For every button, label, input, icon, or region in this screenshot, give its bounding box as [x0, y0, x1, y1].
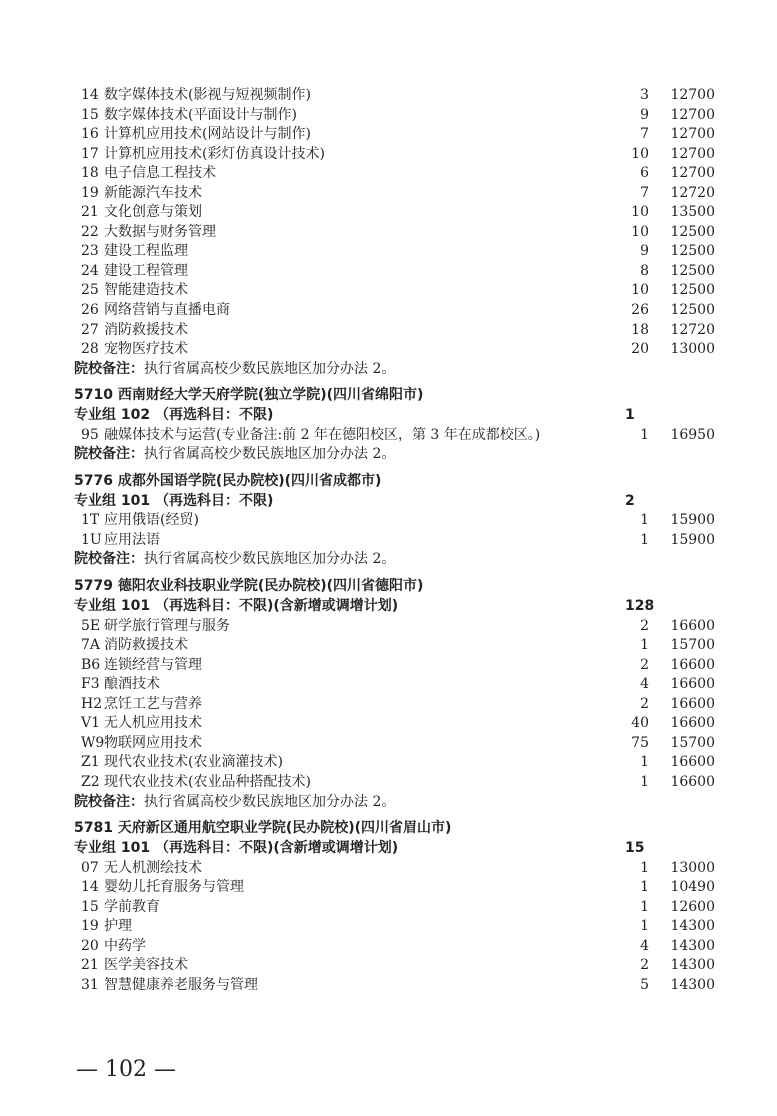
major-row	[0, 753, 777, 773]
major-row	[0, 695, 777, 715]
major-name: 数字媒体技术(平面设计与制作)	[104, 106, 297, 123]
major-row	[0, 656, 777, 676]
major-code: 26	[81, 302, 99, 319]
plan-count: 1	[640, 531, 649, 548]
plan-count: 1	[640, 879, 649, 896]
major-code: 25	[81, 282, 99, 299]
major-code: B6	[81, 656, 101, 673]
major-row	[0, 262, 777, 282]
note-label: 院校备注：	[74, 446, 144, 463]
major-name: 融媒体技术与运营(专业备注:前 2 年在德阳校区，第 3 年在成都校区。)	[104, 426, 541, 443]
tuition-fee: 12500	[670, 243, 715, 260]
major-row	[0, 321, 777, 341]
major-name: 智能建造技术	[104, 282, 188, 299]
major-row	[0, 145, 777, 165]
group-plan-count: 1	[625, 407, 635, 424]
tuition-fee: 13000	[670, 859, 715, 876]
major-code: 16	[81, 126, 99, 143]
plan-count: 9	[640, 106, 649, 123]
plan-count: 1	[640, 773, 649, 790]
plan-count: 7	[640, 184, 649, 201]
major-name: 现代农业技术(农业品种搭配技术)	[104, 773, 311, 790]
note-text: 执行省属高校少数民族地区加分办法 2。	[144, 551, 396, 568]
plan-count: 8	[640, 262, 649, 279]
major-row	[0, 734, 777, 754]
major-name: 新能源汽车技术	[104, 184, 202, 201]
plan-count: 18	[631, 321, 649, 338]
major-group-header	[0, 839, 777, 859]
major-name: 文化创意与策划	[104, 204, 202, 221]
major-name: 酿酒技术	[104, 676, 160, 693]
major-row	[0, 714, 777, 734]
tuition-fee: 12700	[670, 145, 715, 162]
major-group-header	[0, 406, 777, 426]
tuition-fee: 12700	[670, 165, 715, 182]
tuition-fee: 12700	[670, 126, 715, 143]
institution-note	[0, 445, 777, 465]
major-name: 无人机测绘技术	[104, 859, 202, 876]
major-name: 婴幼儿托育服务与管理	[104, 879, 244, 896]
note-label: 院校备注：	[74, 551, 144, 568]
institution-note	[0, 793, 777, 813]
major-row	[0, 242, 777, 262]
major-row	[0, 426, 777, 446]
major-name: 建设工程监理	[104, 243, 188, 260]
plan-count: 1	[640, 898, 649, 915]
major-name: 研学旅行管理与服务	[104, 617, 230, 634]
major-code: 95	[81, 426, 99, 443]
group-label: 专业组 101 （再选科目：不限)(含新增或调增计划)	[74, 598, 399, 615]
major-name: 现代农业技术(农业滴灌技术)	[104, 754, 283, 771]
plan-count: 3	[640, 87, 649, 103]
plan-count: 1	[640, 637, 649, 654]
major-row	[0, 937, 777, 957]
major-name: 无人机应用技术	[104, 715, 202, 732]
major-name: 宠物医疗技术	[104, 341, 188, 358]
tuition-fee: 16600	[670, 754, 715, 771]
major-row	[0, 636, 777, 656]
plan-count: 40	[631, 715, 649, 732]
tuition-fee: 16600	[670, 773, 715, 790]
institution-note	[0, 550, 777, 570]
major-code: 5E	[81, 617, 101, 634]
major-name: 电子信息工程技术	[104, 165, 216, 182]
tuition-fee: 16600	[670, 715, 715, 732]
major-code: F3	[81, 676, 100, 693]
tuition-fee: 12500	[670, 262, 715, 279]
major-code: 28	[81, 341, 99, 358]
plan-count: 10	[631, 204, 649, 221]
tuition-fee: 16600	[670, 695, 715, 712]
document-body	[0, 86, 777, 995]
major-code: 17	[81, 145, 99, 162]
tuition-fee: 14300	[670, 918, 715, 935]
tuition-fee: 15700	[670, 637, 715, 654]
major-code: 31	[81, 976, 99, 993]
plan-count: 1	[640, 512, 649, 529]
tuition-fee: 13500	[670, 204, 715, 221]
major-row	[0, 859, 777, 879]
major-code: 1T	[81, 512, 100, 529]
major-code: 1U	[81, 531, 102, 548]
tuition-fee: 13000	[670, 341, 715, 358]
tuition-fee: 14300	[670, 937, 715, 954]
plan-count: 1	[640, 754, 649, 771]
major-code: 15	[81, 106, 99, 123]
major-code: 27	[81, 321, 99, 338]
major-name: 应用法语	[104, 531, 160, 548]
major-code: 19	[81, 184, 99, 201]
plan-count: 2	[640, 957, 649, 974]
major-row	[0, 164, 777, 184]
group-plan-count: 15	[625, 840, 645, 857]
institution-note	[0, 360, 777, 380]
major-code: 18	[81, 165, 99, 182]
tuition-fee: 12500	[670, 223, 715, 240]
major-name: 医学美容技术	[104, 957, 188, 974]
institution-title: 5781 天府新区通用航空职业学院(民办院校)(四川省眉山市)	[74, 820, 452, 837]
page-number: — 102 —	[76, 1057, 176, 1082]
tuition-fee: 12600	[670, 898, 715, 915]
major-row	[0, 301, 777, 321]
plan-count: 2	[640, 656, 649, 673]
plan-count: 10	[631, 223, 649, 240]
plan-count: 1	[640, 859, 649, 876]
group-plan-count: 128	[625, 598, 655, 615]
tuition-fee: 15900	[670, 531, 715, 548]
group-label: 专业组 101 （再选科目：不限)(含新增或调增计划)	[74, 840, 399, 857]
major-code: 7A	[81, 637, 101, 654]
tuition-fee: 16600	[670, 656, 715, 673]
tuition-fee: 15700	[670, 734, 715, 751]
major-name: 应用俄语(经贸)	[104, 512, 199, 529]
tuition-fee: 14300	[670, 976, 715, 993]
major-row	[0, 675, 777, 695]
tuition-fee: 16600	[670, 676, 715, 693]
major-code: 23	[81, 243, 99, 260]
major-row	[0, 956, 777, 976]
tuition-fee: 12500	[670, 302, 715, 319]
tuition-fee: 16950	[670, 426, 715, 443]
major-name: 学前教育	[104, 898, 160, 915]
tuition-fee: 12700	[670, 106, 715, 123]
institution-title: 5779 德阳农业科技职业学院(民办院校)(四川省德阳市)	[74, 578, 424, 595]
plan-count: 6	[640, 165, 649, 182]
major-code: 20	[81, 937, 99, 954]
plan-count: 10	[631, 145, 649, 162]
major-name: 烹饪工艺与营养	[104, 695, 202, 712]
major-row	[0, 511, 777, 531]
tuition-fee: 12720	[670, 184, 715, 201]
institution-title: 5710 西南财经大学天府学院(独立学院)(四川省绵阳市)	[74, 387, 424, 404]
major-name: 护理	[104, 918, 132, 935]
major-name: 中药学	[104, 937, 146, 954]
major-row	[0, 531, 777, 551]
major-code: H2	[81, 695, 103, 712]
major-code: 22	[81, 223, 99, 240]
tuition-fee: 14300	[670, 957, 715, 974]
note-label: 院校备注：	[74, 360, 144, 377]
major-name: 数字媒体技术(影视与短视频制作)	[104, 87, 311, 103]
major-group-header	[0, 492, 777, 512]
plan-count: 9	[640, 243, 649, 260]
major-name: 消防救援技术	[104, 321, 188, 338]
major-row	[0, 773, 777, 793]
plan-count: 10	[631, 282, 649, 299]
major-code: 14	[81, 879, 99, 896]
major-name: 建设工程管理	[104, 262, 188, 279]
major-row	[0, 976, 777, 996]
major-row	[0, 125, 777, 145]
plan-count: 20	[631, 341, 649, 358]
major-name: 物联网应用技术	[104, 734, 202, 751]
major-name: 智慧健康养老服务与管理	[104, 976, 258, 993]
major-row	[0, 917, 777, 937]
major-row	[0, 898, 777, 918]
major-code: 07	[81, 859, 99, 876]
plan-count: 1	[640, 918, 649, 935]
major-code: Z1	[81, 754, 100, 771]
plan-count: 2	[640, 617, 649, 634]
note-text: 执行省属高校少数民族地区加分办法 2。	[144, 360, 396, 377]
plan-count: 1	[640, 426, 649, 443]
major-row	[0, 340, 777, 360]
plan-count: 7	[640, 126, 649, 143]
plan-count: 4	[640, 937, 649, 954]
major-row	[0, 281, 777, 301]
major-code: V1	[81, 715, 101, 732]
tuition-fee: 12720	[670, 321, 715, 338]
major-row	[0, 184, 777, 204]
major-row	[0, 203, 777, 223]
tuition-fee: 16600	[670, 617, 715, 634]
major-code: 21	[81, 957, 99, 974]
plan-count: 5	[640, 976, 649, 993]
plan-count: 2	[640, 695, 649, 712]
plan-count: 4	[640, 676, 649, 693]
tuition-fee: 15900	[670, 512, 715, 529]
note-text: 执行省属高校少数民族地区加分办法 2。	[144, 793, 396, 810]
plan-count: 75	[631, 734, 649, 751]
major-code: W9	[81, 734, 105, 751]
group-label: 专业组 102 （再选科目：不限)	[74, 407, 274, 424]
major-name: 大数据与财务管理	[104, 223, 216, 240]
note-label: 院校备注：	[74, 793, 144, 810]
major-name: 计算机应用技术(彩灯仿真设计技术)	[104, 145, 325, 162]
major-row	[0, 223, 777, 243]
major-name: 消防救援技术	[104, 637, 188, 654]
major-row	[0, 106, 777, 126]
tuition-fee: 12700	[670, 87, 715, 103]
group-plan-count: 2	[625, 492, 635, 509]
major-name: 计算机应用技术(网站设计与制作)	[104, 126, 311, 143]
major-code: 15	[81, 898, 99, 915]
major-name: 连锁经营与管理	[104, 656, 202, 673]
plan-count: 26	[631, 302, 649, 319]
group-label: 专业组 101 （再选科目：不限)	[74, 492, 274, 509]
major-row	[0, 86, 777, 106]
tuition-fee: 12500	[670, 282, 715, 299]
major-name: 网络营销与直播电商	[104, 302, 230, 319]
tuition-fee: 10490	[670, 879, 715, 896]
major-code: Z2	[81, 773, 100, 790]
major-row	[0, 617, 777, 637]
major-code: 24	[81, 262, 99, 279]
major-group-header	[0, 597, 777, 617]
note-text: 执行省属高校少数民族地区加分办法 2。	[144, 446, 396, 463]
major-code: 19	[81, 918, 99, 935]
major-row	[0, 878, 777, 898]
major-code: 14	[81, 87, 99, 103]
institution-title: 5776 成都外国语学院(民办院校)(四川省成都市)	[74, 472, 382, 489]
major-code: 21	[81, 204, 99, 221]
